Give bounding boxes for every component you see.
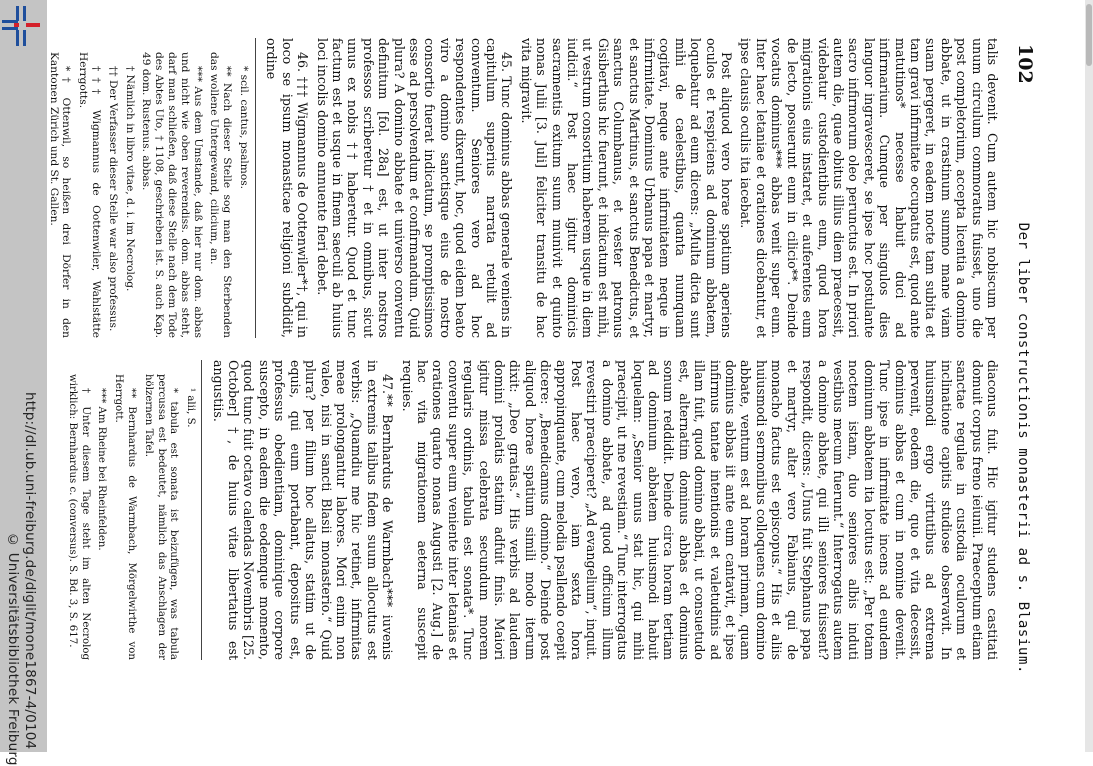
footnote: ** Nach dieser Stelle sog man den Sterbenden das wollene Untergewand, cilicium, an.: [208, 52, 234, 338]
footnote: ††† Wigmannus de Oottenwiler, Wahlstätte Herrgotts.: [77, 52, 102, 338]
footnote: †† Der Verfasser dieser Stelle war also professus.: [106, 66, 119, 332]
footnote: *** Aus dem Umstande, daß hier nur dom. abbas und nicht wie oben reverendiss. dom. abbas steht, darf man schließen, daß diese Stelle nach dem Tode des Abtes Uto, † 1108, geschrieben ist. S. auch Kap. 49 dom. Rustenus. abbas.: [140, 52, 204, 338]
vertical-scrollbar[interactable]: [1085, 0, 1093, 752]
running-title: Der liber constructionis monasterii ad s. Blasium.: [1015, 222, 1031, 674]
copyright-notice: © Universitätsbibliothek Freiburg: [5, 532, 21, 766]
footnote: † Unter diesem Tage steht im alten Necrolog wirklich: Bernhardus c. (conversus). S. Bd. 3, S. 617.: [66, 374, 91, 660]
right-column: [61, 360, 1000, 660]
footnote: *† Ottenwil, so heißen drei Dörfer in den Kantonen Zürich und St. Gallen.: [47, 52, 73, 338]
paragraph: talis devenit. Cum autem hic nobiscum per unum circulum commoratus fuisset, uno die post completorium, accepta licentia a domino abbate, ut in crastinum summo mane viam suam pergeret, in eadem nocte tam subita et tam gravi infirmitate occupatus est, quod ante matutinos* necesse habuit duci ad infirmarium. Cumque per singulos dies languor ingravesceret, se ipse hoc postulante sacro infirmorum oleo perunctus est. In priori autem die, quae obitus illius diem praecessit, videbatur custodientibus eum, quod hora migrationis eius instaret, et auferentes eum de lecto, posuerunt eum in cilicio**. Deinde vocatus dominus*** abbas venit super eum. Inter haec letaniae et orationes dicebantur, et ipse clausis oculis ita iacebat.: [738, 38, 1000, 338]
document-url[interactable]: http://dl.ub.uni-freiburg.de/diglit/mone1867-4/0104: [22, 392, 38, 750]
paragraph: 45. Tunc dominus abbas generale veniens in capitulum superius narrata retulit ad conventum. Seniores vero ad hoc respondentes dixerunt, hoc, quod eidem beato viro a domino sanctisque eius de nostro consortio fuerat indicatum, se promptissimos esse ad persolvendum et confirmandum. Quid plura? A domino abbate et universo conventu definitum [fol. 28a] est, ut inter nostros professos scriberetur † et in omnibus, sicut unus ex nobis †† haberetur. Quod et tunc factum est et usque in finem saeculi ab huius loci incolis domino annuente fieri debet.: [314, 38, 515, 338]
running-head: [1002, 38, 1036, 678]
footnote: *** Am Rheine bei Rheinfelden.: [96, 388, 108, 551]
ub-freiburg-logo-icon: [2, 6, 42, 46]
footnote: * scil. cantus, psalmos.: [237, 66, 250, 190]
paragraph: Post aliquod vero horae spatium aperiens oculos et respiciens ad dominum abbatem, loquebatur ad eum dicens: „Multa dicta sunt mihi de caelestibus, quanta numquam cogitavi, neque ante infirmitatem neque in infirmitate. Dominus Urbanus papa et martyr, et sanctus Martinus, et sanctus Benedictus, et sanctus Columbanus, et vester patronus Gisiberthus hic fuerunt, et indicatum est mihi, ut vestrum consortium haberem usque in diem iudicii.“ Post haec igitur dominicis sacramentis exitum suum munivit et quinto nonas Julii [3. Juli] feliciter transitu de hac vita migravit.: [518, 38, 735, 338]
viewer-sidebar: [0, 0, 47, 766]
left-column: [43, 38, 1000, 338]
scanned-page: [47, 38, 1036, 678]
page-number: 102: [1014, 44, 1036, 84]
footnote: ** Bernhardus de Warmbach, Mörgelwirthe von Herrgott.: [113, 374, 138, 660]
paragraph: diaconus fuit. Hic igitur studens castitati domuit corpus freno ieiunii. Praeceptum etiam sanctae regulae in custodia oculorum et inclinatione capitis studiose observavit. In huiusmodi ergo virtutibus ad extrema pervenit, eodem die, quo et vita decessit, dominus abbas et cum in nomine devenit. Tunc ipse in infirmitate incens ad eundem dominum abbatem ita locutus est: „Per totam noctem istam, duo seniores albis induti vestibus mecum fuerunt.“ Interrogatus autem a domino abbate, qui illi seniores fuissent? respondit, dicens: „Unus fuit Stephanus papa et martyr, alter vero Fabianus, qui de monacho factus est episcopus.“ His et aliis huiusmodi sermonibus colloquens cum domino abbate, ventum est ad horam primam, quam dominus abbas iit ante eum cantavit, et ipse infirmus tantae intentionis et valetudinis ad illam fuit, quod domino abbati, ut consuetudo est, alternatim dominus abbas et dominus sonum reddidit. Deinde circa horam tertiam ad dominum abbatem huiusmodi habuit loquelam: „Senior unus stat hic, qui mihi praecipit, ut me revestiam.“ Tunc interrogatus a domino abbate, ad quod officium illum revestiri praeciperet? „Ad evangelium“, inquit. Post haec vero, iam sexta hora appropinquante, cum melodia psallendo coepit dicere: „Benedicamus domino.“ Deinde post aliquod horae spatium simili modo iterum dixit: „Deo gratias.“ His verbis ad laudem domini prolatis statim adfuit finis. Maiori igitur missa celebrata secundum morem regularis ordinis, tabula est sonata*. Tunc conventu super eum veniente inter letanias et orationes quarto nonas Augusti [2. Aug.] de hac vita migrationem aeterna suscepit requies.: [399, 360, 1000, 660]
scrollbar-thumb[interactable]: [1086, 4, 1092, 66]
footnote: ¹ alii, S.: [185, 388, 197, 428]
footnote-rule: [201, 360, 202, 660]
footnote: * tabula est sonata ist beizufügen, was tabula percussa est bedeutet, nämlich das Anschlagen der hölzernen Tafel.: [142, 374, 180, 660]
footnote: † Nämlich in libro vitae, d. i. im Necrolog.: [123, 66, 136, 292]
paragraph: 46. ††† Wigmannus de Oottenwiler*†, qui in loco se ipsum monasticae religioni subdidit, ordine: [264, 38, 311, 338]
paragraph: 47.** Bernhardus de Warmbach*** iuvenis in extremis talibus fidem suum allocutus est verbis: „Quamdiu me hic retinet, infirmitas meae prolongantur labores. Mori enim non valeo, nisi in sancti Blasii monasterio.“ Quid plura? per filium hoc allatus, statim ut de equis, qui eum portabant, depositus est, professus obedientiam, dominique corpore suscepto, in eadem die eodemque momento, quod tunc fuit octavo calendas Novembris [25. October] †, de huius vitae libertatus est angustiis.: [210, 360, 396, 660]
university-logo[interactable]: [2, 6, 42, 46]
footnote-rule: [255, 38, 256, 338]
